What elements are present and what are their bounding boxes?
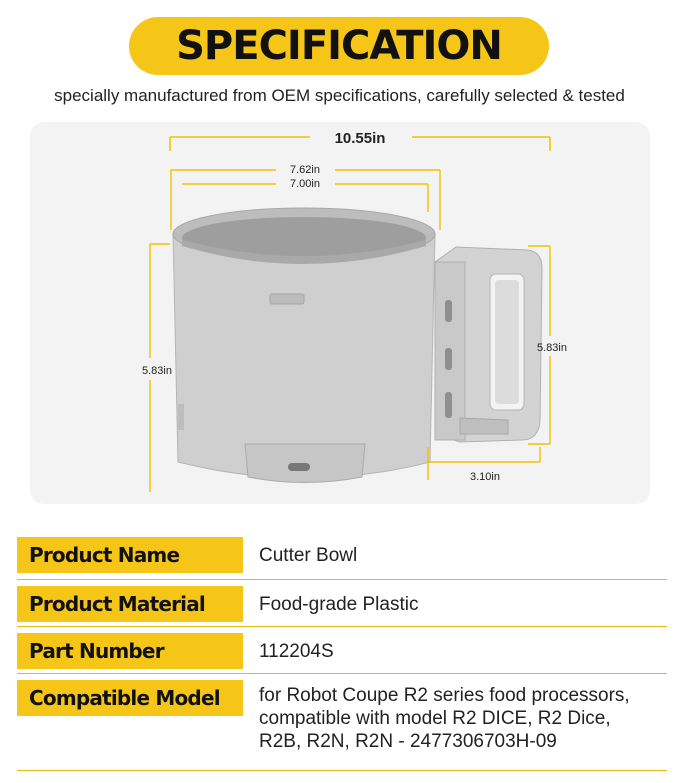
spec-label: Part Number <box>17 633 243 669</box>
spec-label: Product Material <box>17 586 243 622</box>
page-title: SPECIFICATION <box>176 23 502 69</box>
bowl-height-label: 5.83in <box>142 365 172 377</box>
spec-value-line: R2B, R2N, R2N - 2477306703H-09 <box>259 731 557 752</box>
subtitle: specially manufactured from OEM specifications, carefully selected & tested <box>54 86 625 105</box>
bowl-body <box>173 208 435 483</box>
inner-diameter-dimension <box>182 178 428 212</box>
product-image-panel <box>30 122 650 504</box>
spec-divider <box>17 626 667 627</box>
spec-value-line: compatible with model R2 DICE, R2 Dice, <box>259 708 611 729</box>
handle-height-label: 5.83in <box>537 342 567 354</box>
title-banner <box>129 17 549 75</box>
spec-divider <box>17 579 667 580</box>
handle-depth-label: 3.10in <box>470 471 500 483</box>
spec-value-line: for Robot Coupe R2 series food processors, <box>259 685 630 706</box>
spec-divider <box>17 673 667 674</box>
spec-label: Compatible Model <box>17 680 243 716</box>
spec-value: Food-grade Plastic <box>259 594 419 615</box>
cutter-bowl-diagram <box>30 122 650 504</box>
spec-value: 112204S <box>259 641 334 662</box>
spec-value: Cutter Bowl <box>259 545 358 566</box>
overall-width-label: 10.55in <box>334 130 386 147</box>
inner-diameter-label: 7.00in <box>290 178 320 190</box>
spec-value-compatible-model <box>259 684 669 753</box>
bowl-height-dimension <box>142 244 172 492</box>
overall-width-dimension <box>170 130 550 151</box>
handle-depth-dimension <box>428 447 540 483</box>
bowl-handle <box>435 247 542 442</box>
spec-label: Product Name <box>17 537 243 573</box>
spec-divider <box>17 770 667 771</box>
outer-diameter-label: 7.62in <box>290 164 320 176</box>
